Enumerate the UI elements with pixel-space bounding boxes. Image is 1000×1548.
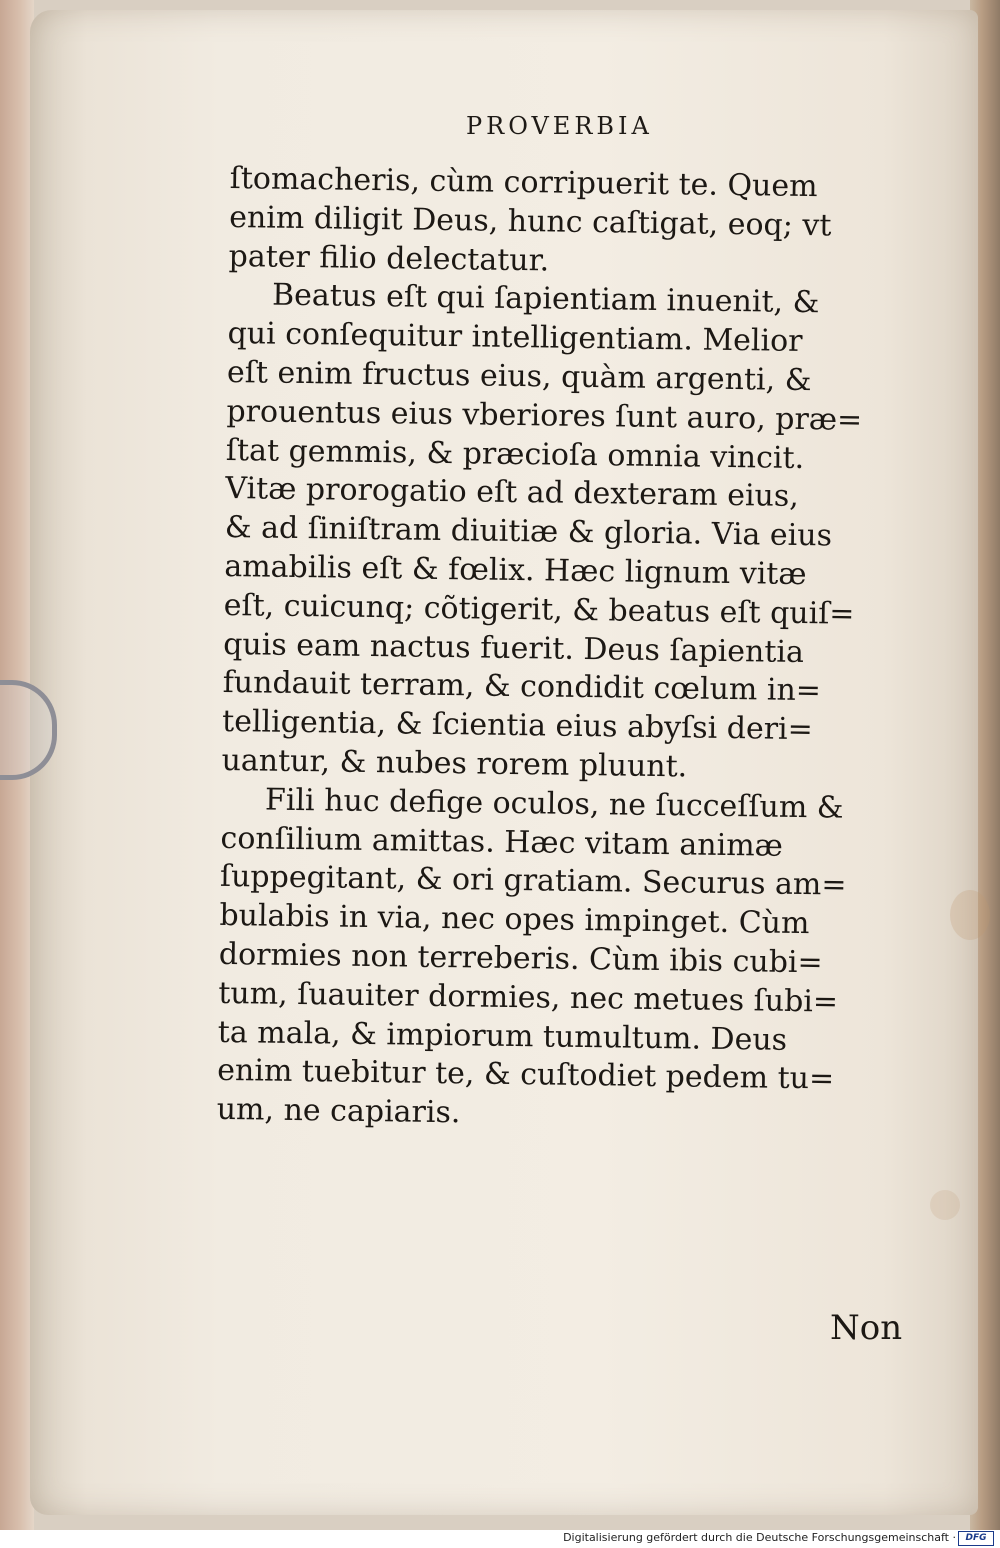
text-line: qui conſequitur intelligentiam. Melior: [227, 316, 803, 360]
text-line: fundauit terram, & condidit cœlum in=: [222, 665, 822, 709]
text-line: uantur, & nubes rorem pluunt.: [221, 742, 688, 785]
text-line: quis eam nactus fuerit. Deus ſapientia: [222, 626, 805, 670]
text-line: enim tuebitur te, & cuſtodiet pedem tu=: [217, 1053, 835, 1097]
text-line: & ad ſiniſtram diuitiæ & gloria. Via eius: [224, 510, 833, 554]
text-line: um, ne capiaris.: [216, 1092, 461, 1131]
text-line: conſilium amittas. Hæc vitam animæ: [220, 820, 784, 864]
text-line: telligentia, & ſcientia eius abyſsi deri=: [221, 704, 814, 748]
text-line: Fili huc defige oculos, ne ſucceſſum &: [264, 782, 844, 826]
text-line: amabilis eſt & fœlix. Hæc lignum vitæ: [224, 548, 807, 593]
text-line: ſuppegitant, & ori gratiam. Securus am=: [219, 859, 847, 904]
text-line: prouentus eius vberiores ſunt auro, præ=: [226, 393, 863, 438]
text-line: tum, ſuauiter dormies, nec metues ſubi=: [218, 975, 839, 1020]
text-line: Vitæ prorogatio eſt ad dexteram eius,: [225, 471, 800, 515]
body-text: [216, 160, 959, 1140]
text-line: eſt, cuicunq; cõtigerit, & beatus eſt quiſ=: [223, 587, 855, 632]
text-line: dormies non terreberis. Cùm ibis cubi=: [218, 936, 823, 981]
running-head: PROVERBIA: [466, 112, 653, 140]
text-line: eſt enim fructus eius, quàm argenti, &: [226, 354, 812, 399]
text-line: ta mala, & impiorum tumultum. Deus: [217, 1014, 788, 1058]
text-line: ſtomacheris, cùm corripuerit te. Quem: [229, 160, 818, 205]
text-line: bulabis in via, nec opes impinget. Cùm: [219, 898, 810, 942]
text-line: ſtat gemmis, & præcioſa omnia vincit.: [225, 432, 805, 476]
catchword: Non: [830, 1308, 903, 1348]
text-line: pater filio delectatur.: [228, 238, 550, 279]
dfg-logo: DFG: [958, 1531, 994, 1546]
paper-stain: [950, 890, 990, 940]
text-line: Beatus eſt qui ſapientiam inuenit, &: [271, 277, 820, 321]
paper-stain: [930, 1190, 960, 1220]
funding-credit: Digitalisierung gefördert durch die Deutsche Forschungsgemeinschaft ·: [563, 1531, 956, 1544]
text-line: enim diligit Deus, hunc caſtigat, eoq; vt: [228, 199, 832, 244]
